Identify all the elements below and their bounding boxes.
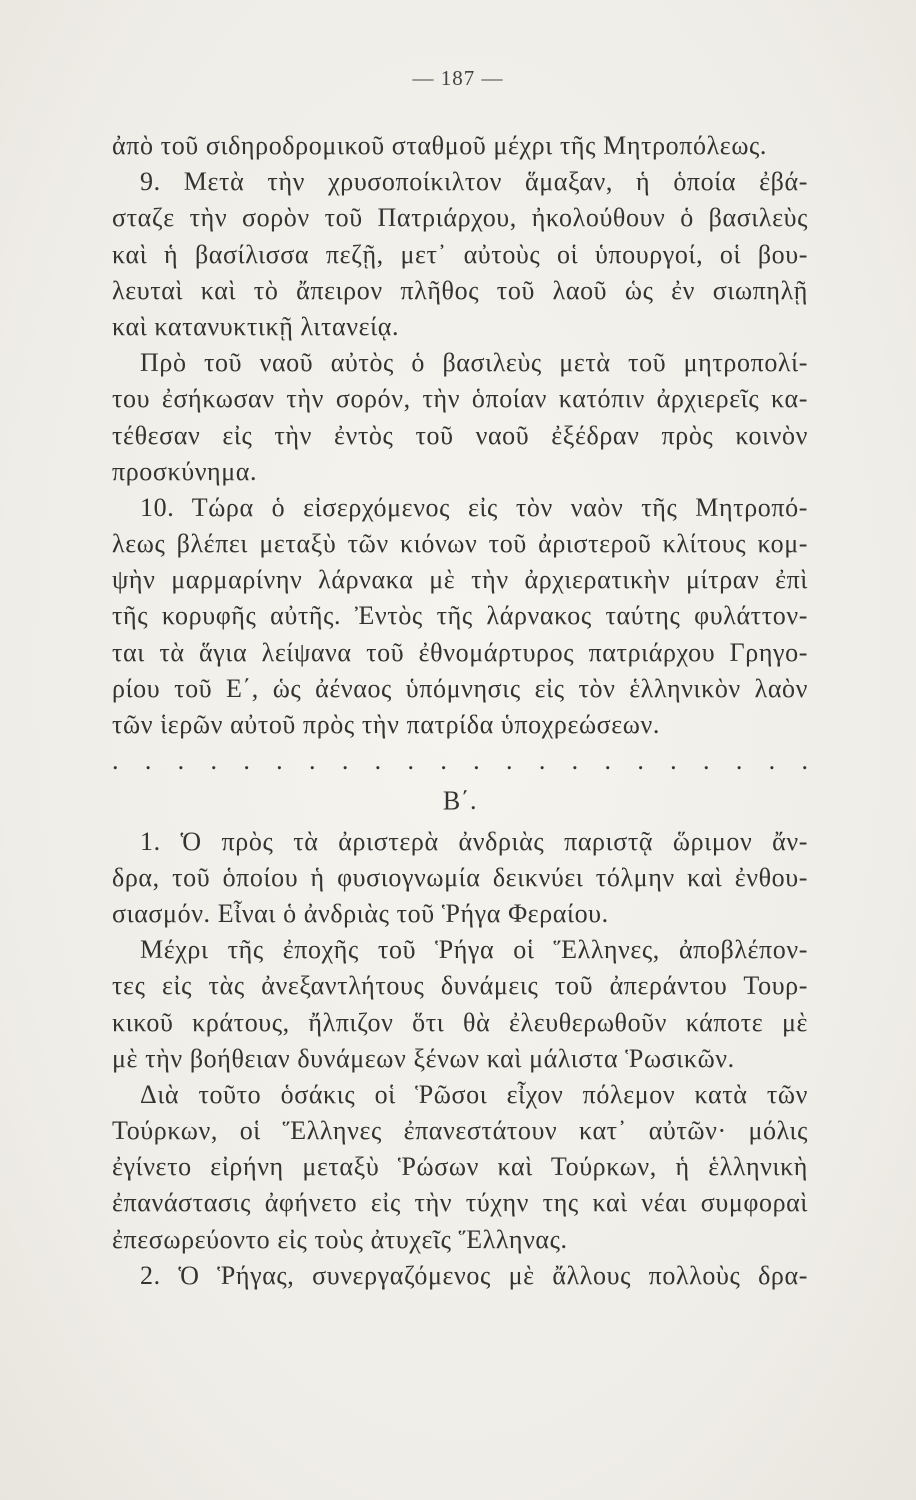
text-line: λεως βλέπει μεταξὺ τῶν κιόνων τοῦ ἀριστεροῦ κλίτους κομ- (112, 529, 808, 559)
text-line: ἀπὸ τοῦ σιδηροδρομικοῦ σταθμοῦ μέχρι τῆς Μητροπόλεως. (112, 131, 768, 160)
text-line: κικοῦ κράτους, ἤλπιζον ὅτι θὰ ἐλευθερωθοῦν κάποτε μὲ (112, 1007, 808, 1037)
text-line: τες εἰς τὰς ἀνεξαντλήτους δυνάμεις τοῦ ἀπεράντου Τουρ- (112, 971, 808, 1001)
text-line: τῶν ἱερῶν αὐτοῦ πρὸς τὴν πατρίδα ὑποχρεώσεων. (112, 710, 660, 739)
text-line: ψὴν μαρμαρίνην λάρνακα μὲ τὴν ἀρχιερατικὴν μίτραν ἐπὶ (112, 565, 808, 595)
ellipsis-separator: . . . . . . . . . . . . . . . . . . . . . . (112, 746, 808, 776)
text-line: τέθεσαν εἰς τὴν ἐντὸς τοῦ ναοῦ ἐξέδραν πρὸς κοινὸν (112, 420, 808, 450)
text-line: 10. Τώρα ὁ εἰσερχόμενος εἰς τὸν ναὸν τῆς Μητροπό- (140, 492, 808, 522)
text-line: τῆς κορυφῆς αὐτῆς. Ἐντὸς τῆς λάρνακος ταύτης φυλάττον- (112, 601, 808, 631)
text-line: λευταὶ καὶ τὸ ἄπειρον πλῆθος τοῦ λαοῦ ὡς ἐν σιωπηλῇ (112, 275, 808, 305)
text-line: σιασμόν. Εἶναι ὁ ἀνδριὰς τοῦ Ῥήγα Φεραίου. (112, 898, 609, 928)
text-line: μὲ τὴν βοήθειαν δυνάμεων ξένων καὶ μάλιστα Ῥωσικῶν. (112, 1043, 735, 1073)
text-line: προσκύνημα. (112, 456, 258, 486)
text-line: ἐπεσωρεύοντο εἰς τοὺς ἀτυχεῖς Ἕλληνας. (112, 1224, 568, 1254)
body-text (112, 128, 808, 1294)
text-line: ρίου τοῦ Ε΄, ὡς ἀέναος ὑπόμνησις εἰς τὸν ἑλληνικὸν λαὸν (112, 673, 808, 703)
text-line: σταζε τὴν σορὸν τοῦ Πατριάρχου, ἠκολούθουν ὁ βασιλεὺς (112, 203, 808, 233)
text-line: 9. Μετὰ τὴν χρυσοποίκιλτον ἅμαξαν, ἡ ὁποία ἐβά- (140, 167, 808, 197)
text-line: 1. Ὁ πρὸς τὰ ἀριστερὰ ἀνδριὰς παριστᾷ ὥριμον ἄν- (140, 826, 808, 856)
text-line: 2. Ὁ Ῥήγας, συνεργαζόμενος μὲ ἄλλους πολλοὺς δρα- (140, 1260, 808, 1290)
text-line: Διὰ τοῦτο ὁσάκις οἱ Ῥῶσοι εἶχον πόλεμον κατὰ τῶν (140, 1079, 808, 1109)
text-line: Μέχρι τῆς ἐποχῆς τοῦ Ῥήγα οἱ Ἕλληνες, ἀποβλέπον- (140, 935, 808, 965)
text-line: καὶ κατανυκτικῇ λιτανείᾳ. (112, 311, 400, 341)
text-line: του ἐσήκωσαν τὴν σορόν, τὴν ὁποίαν κατόπιν ἀρχιερεῖς κα- (112, 384, 808, 414)
page-number: — 187 — (412, 66, 504, 90)
text-line: ἐπανάστασις ἀφήνετο εἰς τὴν τύχην της καὶ νέαι συμφοραὶ (112, 1188, 808, 1218)
text-line: Πρὸ τοῦ ναοῦ αὐτὸς ὁ βασιλεὺς μετὰ τοῦ μητροπολί- (140, 348, 808, 378)
text-line: Τούρκων, οἱ Ἕλληνες ἐπανεστάτουν κατ᾽ αὐτῶν· μόλις (112, 1116, 808, 1146)
text-line: ται τὰ ἅγια λείψανα τοῦ ἐθνομάρτυρος πατριάρχου Γρηγο- (112, 637, 808, 667)
text-line: δρα, τοῦ ὁποίου ἡ φυσιογνωμία δεικνύει τόλμην καὶ ἐνθου- (112, 862, 808, 892)
text-line: καὶ ἡ βασίλισσα πεζῇ, μετ᾽ αὐτοὺς οἱ ὑπουργοί, οἱ βου- (112, 239, 808, 269)
section-heading: Β΄. (442, 786, 478, 816)
text-line: ἐγίνετο εἰρήνη μεταξὺ Ῥώσων καὶ Τούρκων, ἡ ἑλληνικὴ (112, 1152, 808, 1182)
